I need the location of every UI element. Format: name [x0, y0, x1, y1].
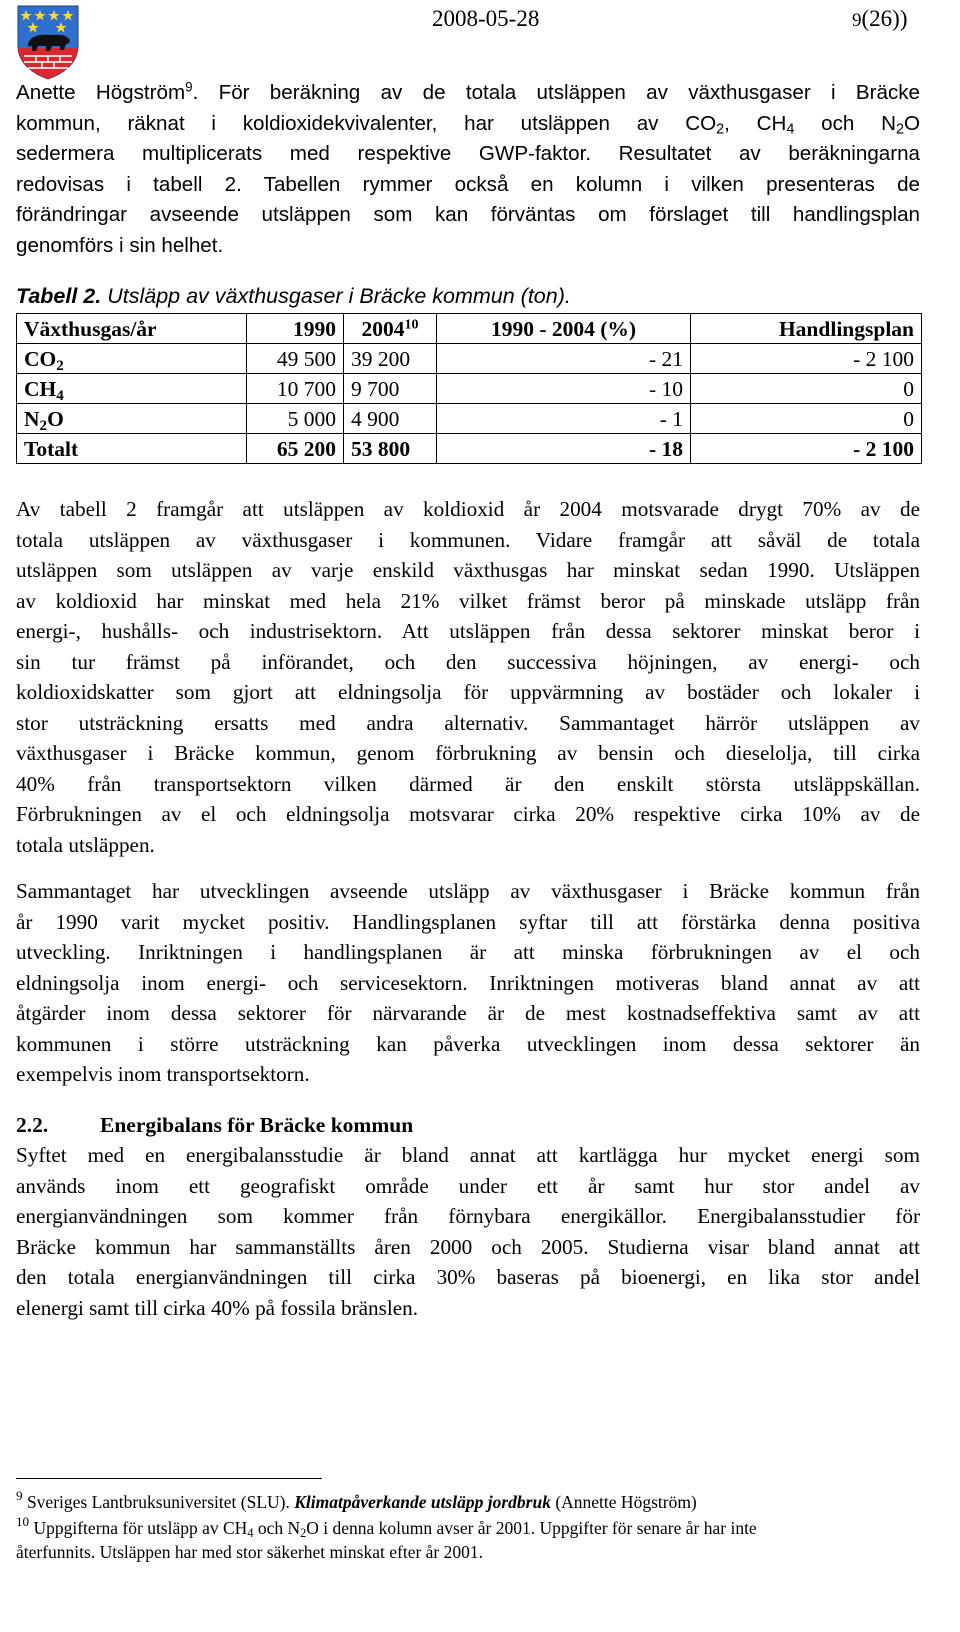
paragraph-line: kommunen i större utsträckning kan påverka utvecklingen inom dessa sektorer än [16, 1031, 920, 1056]
paragraph-line: utsläppen som utsläppen av varje enskild växthusgas har minskat sedan 1990. Utsläppen [16, 558, 920, 582]
page-total: (26) [861, 6, 900, 31]
header-action-plan: Handlingsplan [691, 314, 922, 344]
paragraph-line: den totala energianvändningen till cirka 30% baseras på bioenergi, en lika stor andel [16, 1265, 920, 1289]
cell-action-plan: - 2 100 [691, 434, 922, 464]
gas-name: CO [24, 346, 57, 371]
cell-change: - 21 [437, 344, 691, 374]
paragraph-line: koldioxidskatter som gjort att eldningsolja för uppvärmning av bostäder och lokaler i [16, 680, 920, 704]
paragraph-line: av koldioxid har minskat med hela 21% vilket främst beror på minskade utsläpp från [16, 588, 920, 613]
intro-text: O [903, 111, 921, 135]
cell-2004: 53 800 [344, 434, 437, 464]
footnote-mark: 10 [16, 1514, 30, 1530]
footnote-10 [16, 1516, 920, 1564]
header-page-number [852, 6, 908, 32]
subscript: 4 [56, 387, 64, 404]
footnote-text: Sveriges Lantbruksuniversitet (SLU). [22, 1492, 295, 1512]
section-title: Energibalans för Bräcke kommun [100, 1113, 414, 1137]
cell-2004: 39 200 [344, 344, 437, 374]
cell-1990: 5 000 [247, 404, 344, 434]
intro-text: . För beräkning av de totala utsläppen av växthusgaser i Bräcke [192, 81, 920, 104]
cell-2004: 9 700 [344, 374, 437, 404]
coat-of-arms-icon [16, 4, 80, 80]
subscript: 4 [247, 1526, 254, 1541]
paragraph-line: åtgärder inom dessa sektorer för närvarande är de mest kostnadseffektiva samt av att [16, 1001, 920, 1025]
paragraph-line: används inom ett geografiskt område under ett år samt hur stor andel av [16, 1173, 920, 1198]
section-number: 2.2. [16, 1113, 49, 1137]
cell-action-plan: 0 [691, 374, 922, 404]
paragraph-line: exempelvis inom transportsektorn. [16, 1062, 310, 1086]
cell-change: - 1 [437, 404, 691, 434]
table-row [17, 344, 922, 374]
intro-line [16, 78, 920, 109]
paragraph-line: sin tur främst på införandet, och den successiva höjningen, av energi- och [16, 649, 920, 674]
paragraph-line: totala utsläppen. [16, 832, 155, 857]
intro-line: redovisas i tabell 2. Tabellen rymmer också en kolumn i vilken presenteras de [16, 172, 920, 196]
paragraph-line: energianvändningen som kommer från förnybara energikällor. Energibalansstudier för [16, 1204, 920, 1228]
cell-gas [17, 344, 247, 374]
paragraph-line: 40% från transportsektorn vilken därmed är den enskilt största utsläppskällan. [16, 771, 920, 796]
footnote-ref-10: 10 [404, 316, 419, 332]
footnote-text: (Annette Högström) [550, 1492, 697, 1512]
intro-text: , CH [724, 111, 787, 135]
cell-change: - 10 [437, 374, 691, 404]
table-caption [16, 284, 571, 309]
emissions-table [16, 313, 922, 464]
intro-line: genomförs i sin helhet. [16, 233, 224, 257]
analysis-paragraph [16, 494, 920, 860]
footnote-text: O i denna kolumn avser år 2001. Uppgifter för senare år har inte [306, 1518, 757, 1538]
cell-action-plan: - 2 100 [691, 344, 922, 374]
table-total-row [17, 434, 922, 464]
intro-text: och N [794, 111, 896, 135]
footnote-text: Uppgifterna för utsläpp av CH [29, 1518, 248, 1538]
cell-gas [17, 404, 247, 434]
paragraph-line: stor utsträckning ersatts med andra alternativ. Sammantaget härrör utsläppen av [16, 710, 920, 735]
paragraph-line: eldningsolja inom energi- och servicesektorn. Inriktningen motiveras bland annat av att [16, 970, 920, 995]
header-change: 1990 - 2004 (%) [437, 314, 691, 344]
footnote-9 [16, 1490, 920, 1514]
gas-name: Totalt [24, 436, 79, 461]
paragraph-line: år 1990 varit mycket positiv. Handlingsplanen syftar till att förstärka denna positiva [16, 909, 920, 934]
paragraph-line: energi-, hushålls- och industrisektorn. Att utsläppen från dessa sektorer minskat beror i [16, 619, 920, 643]
paragraph-line: Sammantaget har utvecklingen avseende utsläpp av växthusgaser i Bräcke kommun från [16, 879, 920, 903]
subscript: 2 [39, 417, 48, 434]
gas-name: N [24, 406, 40, 431]
paragraph-line: elenergi samt till cirka 40% på fossila bränslen. [16, 1295, 419, 1320]
subscript: 4 [786, 121, 795, 138]
energy-balance-paragraph [16, 1140, 920, 1323]
paragraph-line: Förbrukningen av el och eldningsolja motsvarar cirka 20% respektive cirka 10% av de [16, 802, 920, 826]
table-row [17, 374, 922, 404]
paragraph-line: Av tabell 2 framgår att utsläppen av koldioxid år 2004 motsvarade drygt 70% av de [16, 497, 920, 521]
intro-text: Anette Högström [16, 81, 186, 104]
intro-line: sedermera multiplicerats med respektive GWP-faktor. Resultatet av beräkningarna [16, 142, 920, 165]
gas-suffix: O [47, 406, 64, 431]
page-total-close: ) [899, 6, 908, 31]
table-caption-text: Utsläpp av växthusgaser i Bräcke kommun (ton). [101, 284, 571, 308]
header-1990: 1990 [247, 314, 344, 344]
footnote-ref-9: 9 [185, 79, 193, 95]
footnote-title: Klimatpåverkande utsläpp jordbruk [294, 1492, 551, 1512]
intro-paragraph [16, 78, 920, 261]
footnote-text: och N [253, 1518, 301, 1538]
cell-action-plan: 0 [691, 404, 922, 434]
cell-change: - 18 [437, 434, 691, 464]
subscript: 2 [56, 357, 64, 374]
gas-name: CH [24, 376, 57, 401]
header-2004-text: 2004 [361, 316, 405, 341]
paragraph-line: utveckling. Inriktningen i handlingsplanen är att minska förbrukningen av el och [16, 940, 920, 964]
cell-gas [17, 434, 247, 464]
table-row [17, 404, 922, 434]
cell-1990: 10 700 [247, 374, 344, 404]
paragraph-line: totala utsläppen av växthusgaser i kommunen. Vidare framgår att såväl de totala [16, 527, 920, 552]
paragraph-line: Syftet med en energibalansstudie är bland annat att kartlägga hur mycket energi som [16, 1143, 920, 1167]
intro-line [16, 109, 920, 140]
footnote-text: återfunnits. Utsläppen har med stor säkerhet minskat efter år 2001. [16, 1542, 484, 1562]
subscript: 2 [300, 1526, 307, 1541]
header-date: 2008-05-28 [432, 6, 540, 31]
summary-paragraph [16, 876, 920, 1090]
paragraph-line: Bräcke kommun har sammanställts åren 2000 och 2005. Studierna visar bland annat att [16, 1234, 920, 1259]
subscript: 2 [716, 121, 725, 138]
cell-gas [17, 374, 247, 404]
paragraph-line: växthusgaser i Bräcke kommun, genom förbrukning av bensin och dieselolja, till cirka [16, 741, 920, 765]
intro-line: förändringar avseende utsläppen som kan förväntas om förslaget till handlingsplan [16, 203, 920, 226]
footnote-mark: 9 [16, 1488, 23, 1504]
cell-1990: 49 500 [247, 344, 344, 374]
footnote-separator [16, 1478, 322, 1479]
cell-2004: 4 900 [344, 404, 437, 434]
header-gas-year: Växthusgas/år [17, 314, 247, 344]
table-header-row [17, 314, 922, 344]
table-caption-label: Tabell 2. [16, 284, 102, 308]
subscript: 2 [895, 121, 904, 138]
intro-text: kommun, räknat i koldioxidekvivalenter, har utsläppen av CO [16, 111, 717, 135]
section-heading [16, 1113, 413, 1138]
page-number: 9 [852, 10, 862, 31]
cell-1990: 65 200 [247, 434, 344, 464]
header-2004 [344, 314, 437, 344]
